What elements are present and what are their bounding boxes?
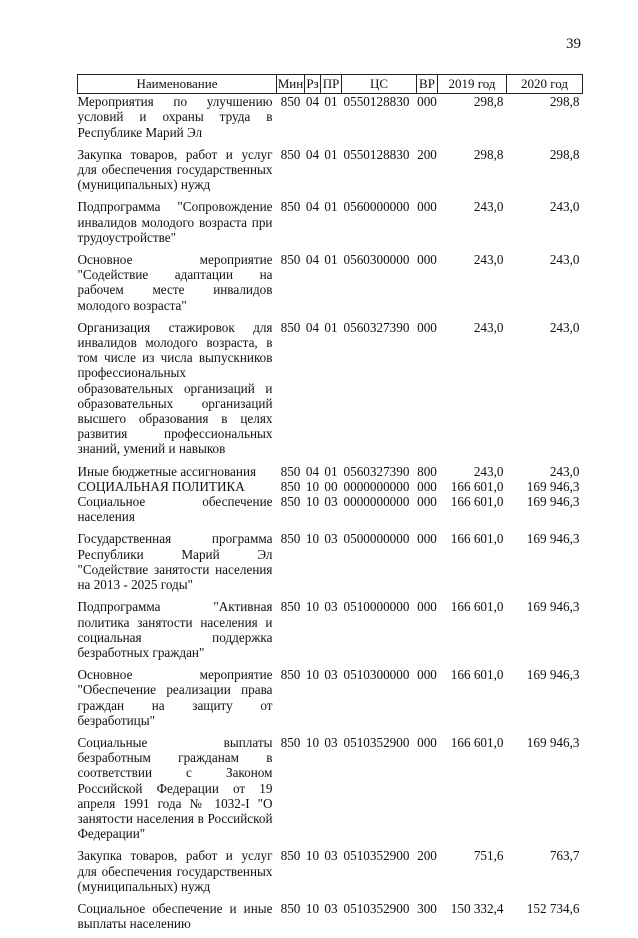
row-rz: 10 [305,900,320,916]
row-pr: 03 [324,734,338,750]
header-cs: ЦС [342,75,417,94]
row-cs: 0510300000 [343,667,410,683]
table-row [78,199,583,252]
header-2019: 2019 год [438,75,507,94]
row-name: Социальные выплаты безработным гражданам в соответствии с Законом Российской Федерации от 19 апреля 1991 года № 1032-I "О занятости населения в Российской Федерации" [77,734,273,842]
table-row [78,252,583,320]
row-2019: 243,0 [473,199,504,215]
row-min: 850 [280,319,301,335]
row-vr: 000 [417,478,437,494]
row-vr: 000 [417,599,437,615]
row-min: 850 [280,478,301,494]
row-2020: 298,8 [549,146,580,162]
table-header-row [78,75,583,94]
row-2020: 243,0 [549,463,580,479]
row-min: 850 [280,463,301,479]
row-vr: 000 [417,199,437,215]
row-pr: 01 [324,252,338,268]
row-min: 850 [280,146,301,162]
row-cs: 0510352900 [343,900,410,916]
row-pr: 03 [324,667,338,683]
row-pr: 01 [324,94,338,110]
row-cs: 0560300000 [343,252,410,268]
row-2020: 169 946,3 [526,667,580,683]
row-2019: 243,0 [473,319,504,335]
row-rz: 04 [305,199,320,215]
row-cs: 0560327390 [343,319,410,335]
table-row [78,735,583,848]
row-pr: 00 [324,478,338,494]
row-cs: 0510000000 [343,599,410,615]
table-row [78,494,583,531]
row-name: Организация стажировок для инвалидов молодого возраста, в том числе из числа выпускников профессиональных образовательных организаций и образовательных организаций высшего образования в целях развития профессиональных знаний, умений и навыков [77,319,273,457]
row-vr: 000 [417,531,437,547]
row-2020: 298,8 [549,94,580,110]
table-row [78,320,583,464]
row-2020: 169 946,3 [526,494,580,510]
row-min: 850 [280,599,301,615]
row-vr: 000 [417,494,437,510]
row-2019: 243,0 [473,252,504,268]
header-2020: 2020 год [507,75,583,94]
row-2019: 166 601,0 [450,494,504,510]
row-cs: 0500000000 [343,531,410,547]
row-cs: 0000000000 [343,478,410,494]
row-pr: 03 [324,848,338,864]
row-2019: 751,6 [473,848,504,864]
row-cs: 0510352900 [343,734,410,750]
row-2019: 298,8 [473,94,504,110]
row-cs: 0510352900 [343,848,410,864]
row-2020: 763,7 [549,848,580,864]
header-rz: Рз [305,75,321,94]
table-row [78,667,583,735]
row-name: Основное мероприятие "Обеспечение реализации права граждан на защиту от безработицы" [77,667,273,728]
row-rz: 10 [305,599,320,615]
row-pr: 03 [324,599,338,615]
row-rz: 04 [305,94,320,110]
row-pr: 01 [324,146,338,162]
row-min: 850 [280,900,301,916]
row-min: 850 [280,848,301,864]
row-vr: 300 [417,900,437,916]
row-2019: 166 601,0 [450,531,504,547]
row-min: 850 [280,494,301,510]
row-min: 850 [280,734,301,750]
row-rz: 04 [305,319,320,335]
row-min: 850 [280,199,301,215]
row-rz: 10 [305,848,320,864]
table-row [78,479,583,494]
row-vr: 000 [417,252,437,268]
row-vr: 000 [417,667,437,683]
row-name: Мероприятия по улучшению условий и охраны труда в Республике Марий Эл [77,94,273,140]
row-vr: 000 [417,734,437,750]
row-pr: 03 [324,531,338,547]
row-cs: 0550128830 [343,94,410,110]
row-rz: 04 [305,252,320,268]
row-name: Закупка товаров, работ и услуг для обеспечения государственных (муниципальных) нужд [77,146,273,193]
row-2019: 166 601,0 [450,667,504,683]
row-vr: 000 [417,319,437,335]
page-number: 39 [566,36,581,52]
row-rz: 10 [305,531,320,547]
row-2019: 243,0 [473,463,504,479]
row-name: Социальное обеспечение и иные выплаты населению [77,900,273,932]
row-min: 850 [280,531,301,547]
row-cs: 0000000000 [343,494,410,510]
row-pr: 01 [324,463,338,479]
row-pr: 01 [324,319,338,335]
row-name: Закупка товаров, работ и услуг для обеспечения государственных (муниципальных) нужд [77,848,273,894]
row-name: Социальное обеспечение населения [77,494,273,525]
row-name: СОЦИАЛЬНАЯ ПОЛИТИКА [77,478,245,494]
row-vr: 000 [417,94,437,110]
table-row [78,94,583,147]
row-rz: 10 [305,667,320,683]
header-name: Наименование [78,75,277,94]
row-pr: 01 [324,199,338,215]
table-row [78,464,583,479]
row-2020: 152 734,6 [526,900,580,916]
row-name: Иные бюджетные ассигнования [77,463,257,479]
row-vr: 200 [417,848,437,864]
row-cs: 0550128830 [343,146,410,162]
row-cs: 0560327390 [343,463,410,479]
row-2020: 169 946,3 [526,734,580,750]
budget-table [77,74,583,938]
row-pr: 03 [324,900,338,916]
row-2020: 169 946,3 [526,478,580,494]
row-2019: 166 601,0 [450,599,504,615]
table-row [78,848,583,901]
row-2020: 243,0 [549,319,580,335]
row-rz: 10 [305,494,320,510]
row-name: Основное мероприятие "Содействие адаптации на рабочем месте инвалидов молодого возраста" [77,252,273,313]
row-2019: 166 601,0 [450,734,504,750]
row-rz: 10 [305,734,320,750]
header-min: Мин [277,75,305,94]
row-min: 850 [280,94,301,110]
row-2019: 150 332,4 [450,900,504,916]
row-rz: 04 [305,146,320,162]
table-row [78,147,583,200]
row-pr: 03 [324,494,338,510]
row-2020: 243,0 [549,252,580,268]
row-cs: 0560000000 [343,199,410,215]
row-vr: 200 [417,146,437,162]
row-rz: 04 [305,463,320,479]
row-name: Подпрограмма "Сопровождение инвалидов молодого возраста при трудоустройстве" [77,199,273,245]
row-name: Государственная программа Республики Марий Эл "Содействие занятости населения на 2013 - 2025 годы" [77,531,273,593]
row-2019: 166 601,0 [450,478,504,494]
header-pr: ПР [321,75,342,94]
row-min: 850 [280,252,301,268]
row-min: 850 [280,667,301,683]
table-row [78,599,583,667]
row-2020: 169 946,3 [526,531,580,547]
header-vr: ВР [417,75,438,94]
table-row [78,901,583,938]
row-rz: 10 [305,478,320,494]
row-name: Подпрограмма "Активная политика занятости населения и социальная поддержка безработных граждан" [77,599,273,660]
row-2019: 298,8 [473,146,504,162]
table-row [78,531,583,599]
table-body [78,94,583,938]
row-2020: 169 946,3 [526,599,580,615]
row-2020: 243,0 [549,199,580,215]
row-vr: 800 [417,463,437,479]
